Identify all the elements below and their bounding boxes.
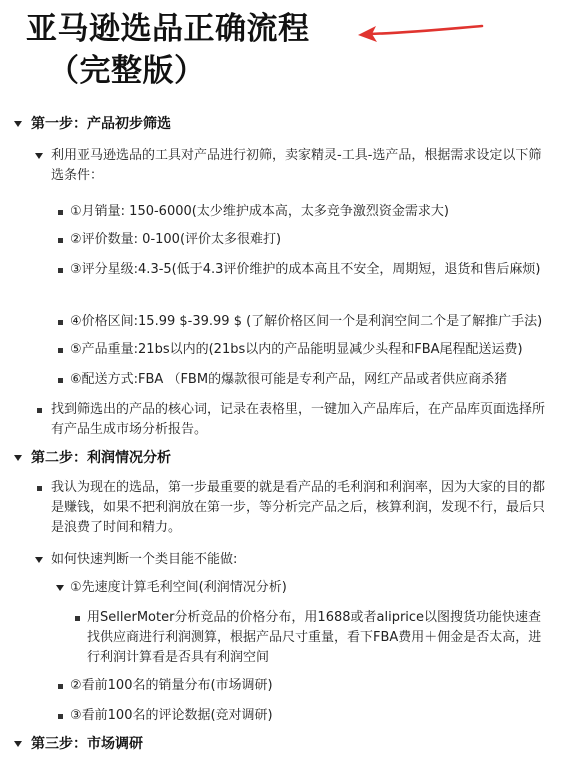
criterion-row <box>0 230 581 260</box>
triangle-down-icon[interactable] <box>56 585 64 591</box>
step1-intro: 利用亚马逊选品的工具对产品进行初筛，卖家精灵-工具-选产品，根据需求设定以下筛选条件： <box>51 148 542 183</box>
square-bullet-icon <box>58 210 63 215</box>
arrow-left-icon <box>356 22 486 46</box>
square-bullet-icon <box>58 348 63 353</box>
criterion-review-count: ②评价数量: 0-100(评价太多很难打) <box>70 232 282 247</box>
step2-sub1: ①先速度计算毛利空间(利润情况分析) <box>70 580 287 595</box>
step3-heading: 第三步：市场调研 <box>31 736 143 752</box>
step2-sub2-row <box>0 676 581 706</box>
triangle-down-icon[interactable] <box>35 153 43 159</box>
criterion-row <box>0 312 581 340</box>
criterion-row <box>0 340 581 370</box>
criterion-fulfillment: ⑥配送方式:FBA （FBM的爆款很可能是专利产品，网红产品或者供应商杀猪 <box>70 372 508 387</box>
criterion-row <box>0 202 581 230</box>
step1-intro-row[interactable] <box>0 146 581 198</box>
arrow-left-icon-shaft <box>368 26 482 34</box>
page-title-line1: 亚马逊选品正确流程 <box>26 11 310 47</box>
triangle-down-icon[interactable] <box>14 121 22 127</box>
step3-heading-row[interactable] <box>0 734 581 760</box>
criterion-rating: ③评分星级:4.3-5(低于4.3评价维护的成本高且不安全，周期短，退货和售后麻烦) <box>70 262 541 277</box>
square-bullet-icon <box>58 684 63 689</box>
step2-intro: 我认为现在的选品，第一步最重要的就是看产品的毛利润和利润率，因为大家的目的都是赚钱，如果不把利润放在第一步，等分析完产品之后，核算利润，发现不行，最后只是浪费了时间和精力。 <box>51 480 546 535</box>
square-bullet-icon <box>58 268 63 273</box>
step1-followup: 找到筛选出的产品的核心词，记录在表格里，一键加入产品库后，在产品库页面选择所有产品生成市场分析报告。 <box>51 402 546 437</box>
step2-sub3: ③看前100名的评论数据(竞对调研) <box>70 708 273 723</box>
step1-followup-row <box>0 400 581 446</box>
step2-sub1-row[interactable] <box>0 578 581 606</box>
square-bullet-icon <box>37 486 42 491</box>
outline <box>0 114 581 760</box>
criterion-row <box>0 370 581 396</box>
criterion-weight: ⑤产品重量:21bs以内的(21bs以内的产品能明显减少头程和FBA尾程配送运费) <box>70 342 523 357</box>
step1-heading: 第一步：产品初步筛选 <box>31 116 171 132</box>
square-bullet-icon <box>58 714 63 719</box>
criterion-price-range: ④价格区间:15.99 $-39.99 $ (了解价格区间一个是利润空间二个是了解推广手法) <box>70 314 543 329</box>
square-bullet-icon <box>58 238 63 243</box>
triangle-down-icon[interactable] <box>14 741 22 747</box>
step2-question: 如何快速判断一个类目能不能做: <box>51 552 238 567</box>
square-bullet-icon <box>75 616 80 621</box>
square-bullet-icon <box>58 378 63 383</box>
page-title <box>26 8 366 92</box>
step2-heading: 第二步：利润情况分析 <box>31 450 171 466</box>
triangle-down-icon[interactable] <box>35 557 43 563</box>
step2-heading-row[interactable] <box>0 448 581 474</box>
step2-sub1-detail: 用SellerMoter分析竞品的价格分布，用1688或者aliprice以图搜货功能快速查找供应商进行利润测算，根据产品尺寸重量，看下FBA费用＋佣金是否太高，进行利润计算看是否具有利润空间 <box>87 610 542 665</box>
step2-sub2: ②看前100名的销量分布(市场调研) <box>70 678 273 693</box>
triangle-down-icon[interactable] <box>14 455 22 461</box>
criterion-monthly-sales: ①月销量: 150-6000(太少维护成本高，太多竞争激烈资金需求大) <box>70 204 449 219</box>
step2-intro-row <box>0 478 581 544</box>
square-bullet-icon <box>37 408 42 413</box>
step2-sub3-row <box>0 706 581 734</box>
step1-heading-row[interactable] <box>0 114 581 140</box>
criterion-row <box>0 260 581 312</box>
step2-question-row[interactable] <box>0 550 581 578</box>
step2-sub1-detail-row <box>0 608 581 676</box>
square-bullet-icon <box>58 320 63 325</box>
page-title-line2: （完整版） <box>48 53 206 89</box>
